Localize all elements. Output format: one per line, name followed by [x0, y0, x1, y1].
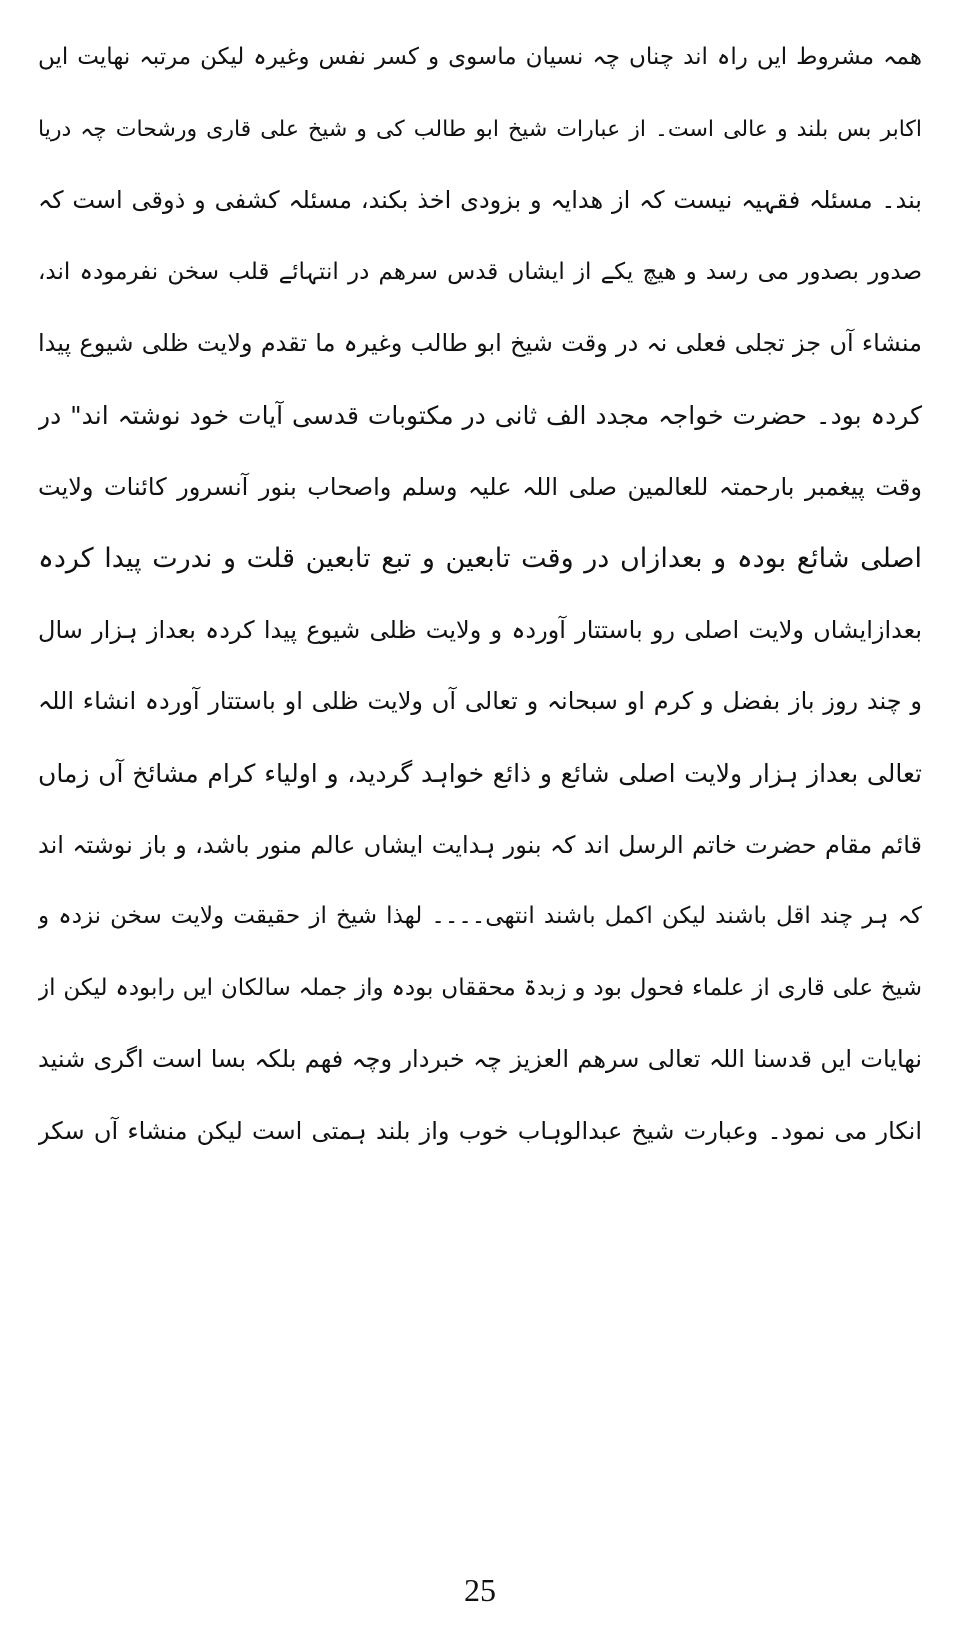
text-line: بند۔ مسئلہ فقہیہ نیست کہ از ھدایہ و بزودی اخذ بکند، مسئلہ کشفی و ذوقی است کہ: [38, 186, 922, 215]
text-line: همہ مشروط ایں راہ اند چناں چہ نسیان ماسوی و کسر نفس وغیرہ لیکن مرتبہ نھایت ایں: [38, 44, 922, 70]
text-line: اصلی شائع بودہ و بعدازاں در وقت تابعین و تبع تابعین قلت و ندرت پیدا کردہ: [38, 543, 922, 575]
text-line: تعالی بعداز ہزار ولایت اصلی شائع و ذائع خواہد گردید، و اولیاء کرام مشائخ آں زماں: [38, 758, 922, 788]
text-line: کہ ہر چند اقل باشند لیکن اکمل باشند انتھی۔۔۔۔ لھذا شیخ از حقیقت ولایت سخن نزدہ و: [38, 903, 922, 930]
text-line: قائم مقام حضرت خاتم الرسل اند کہ بنور ہدایت ایشاں عالم منور باشد، و باز نوشتہ اند: [38, 830, 922, 859]
text-line: انکار می نمود۔ وعبارت شیخ عبدالوہاب خوب واز بلند ہمتی است لیکن منشاء آں سکر: [38, 1116, 922, 1145]
text-line: منشاء آں جز تجلی فعلی نہ در وقت شیخ ابو طالب وغیرہ ما تقدم ولایت ظلی شیوع پیدا: [38, 329, 922, 358]
text-line: کردہ بود۔ حضرت خواجہ مجدد الف ثانی در مکتوبات قدسی آیات خود نوشتہ اند" در: [38, 400, 922, 430]
page-number: 25: [464, 1572, 496, 1608]
body-text: [38, 22, 922, 1168]
text-line: شیخ علی قاری از علماء فحول بود و زبدۃ محققاں بودہ واز جملہ سالکان ایں رابودہ لیکن از: [38, 974, 922, 1001]
text-line: صدور بصدور می رسد و ھیچ یکے از ایشاں قدس سرھم در انتہائے قلب سخن نفرمودہ اند،: [38, 258, 922, 285]
text-line: نھایات ایں قدسنا اللہ تعالی سرھم العزیز چہ خبردار وچہ فھم بلکہ بسا است اگری شنید: [38, 1045, 922, 1074]
text-line: و چند روز باز بفضل و کرم او سبحانہ و تعالی آں ولایت ظلی او باستتار آوردہ انشاء اللہ: [38, 687, 922, 716]
text-line: وقت پیغمبر بارحمتہ للعالمین صلی اللہ علیہ وسلم واصحاب بنور آنسرور کائنات ولایت: [38, 472, 922, 501]
text-line: بعدازایشاں ولایت اصلی رو باستتار آوردہ و ولایت ظلی شیوع پیدا کردہ بعداز ہزار سال: [38, 615, 922, 644]
text-line: اکابر بس بلند و عالی است۔ از عبارات شیخ ابو طالب کی و شیخ علی قاری ورشحات چہ دریا: [38, 116, 922, 142]
